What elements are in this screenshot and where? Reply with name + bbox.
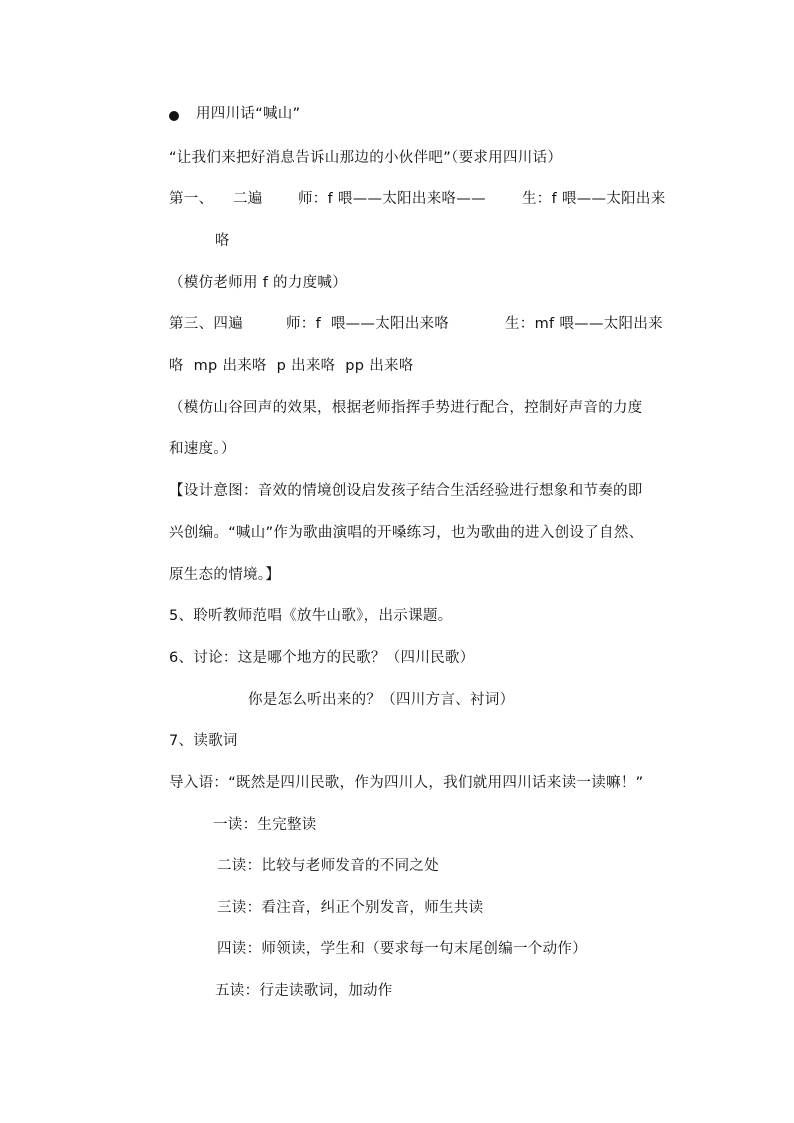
pass2-label: 第三、四遍 [169,316,243,332]
pass2-teacher: 师：f 喂——太阳出来咯 [286,316,450,332]
reading-4: 四读：师领读，学生和（要求每一句末尾创编一个动作） [217,941,587,957]
pass1-label: 第一、 [169,191,214,207]
design-intent-line-1: 【设计意图：音效的情境创设启发孩子结合生活经验进行想象和节奏的即 [169,483,643,499]
pass1-continuation: 咯 [215,233,230,249]
design-intent-line-3: 原生态的情境。】 [169,567,281,583]
step-5: 5、聆听教师范唱《放牛山歌》，出示课题。 [169,608,453,624]
reading-1: 一读：生完整读 [213,817,317,833]
bullet-heading: 用四川话“喊山” [196,106,301,122]
bullet-icon [169,111,179,121]
reading-5: 五读：行走读歌词，加动作 [215,983,393,999]
intro-text: 导入语：“既然是四川民歌，作为四川人，我们就用四川话来读一读嘛！” [169,775,644,791]
pass1-student: 生：f 喂——太阳出来 [522,191,666,207]
step-6-sub: 你是怎么听出来的？（四川方言、衬词） [248,692,515,708]
step-6: 6、讨论：这是哪个地方的民歌？（四川民歌） [169,650,475,666]
pass2-student: 生：mf 喂——太阳出来 [505,316,663,332]
pass1-label-2: 二遍 [233,191,263,207]
pass2-note-line-1: （模仿山谷回声的效果，根据老师指挥手势进行配合，控制好声音的力度 [169,400,643,416]
instruction-text: “让我们来把好消息告诉山那边的小伙伴吧”（要求用四川话） [169,150,563,166]
reading-2: 二读：比较与老师发音的不同之处 [217,858,439,874]
pass2-continuation: 咯 mp 出来咯 p 出来咯 pp 出来咯 [169,358,414,374]
step-7: 7、读歌词 [169,733,238,749]
pass2-note-line-2: 和速度。） [169,441,236,457]
pass1-note: （模仿老师用 f 的力度喊） [169,275,348,291]
design-intent-line-2: 兴创编。“喊山”作为歌曲演唱的开嗓练习，也为歌曲的进入创设了自然、 [169,525,644,541]
reading-3: 三读：看注音，纠正个别发音，师生共读 [217,900,484,916]
pass1-teacher: 师：f 喂——太阳出来咯—— [298,191,486,207]
